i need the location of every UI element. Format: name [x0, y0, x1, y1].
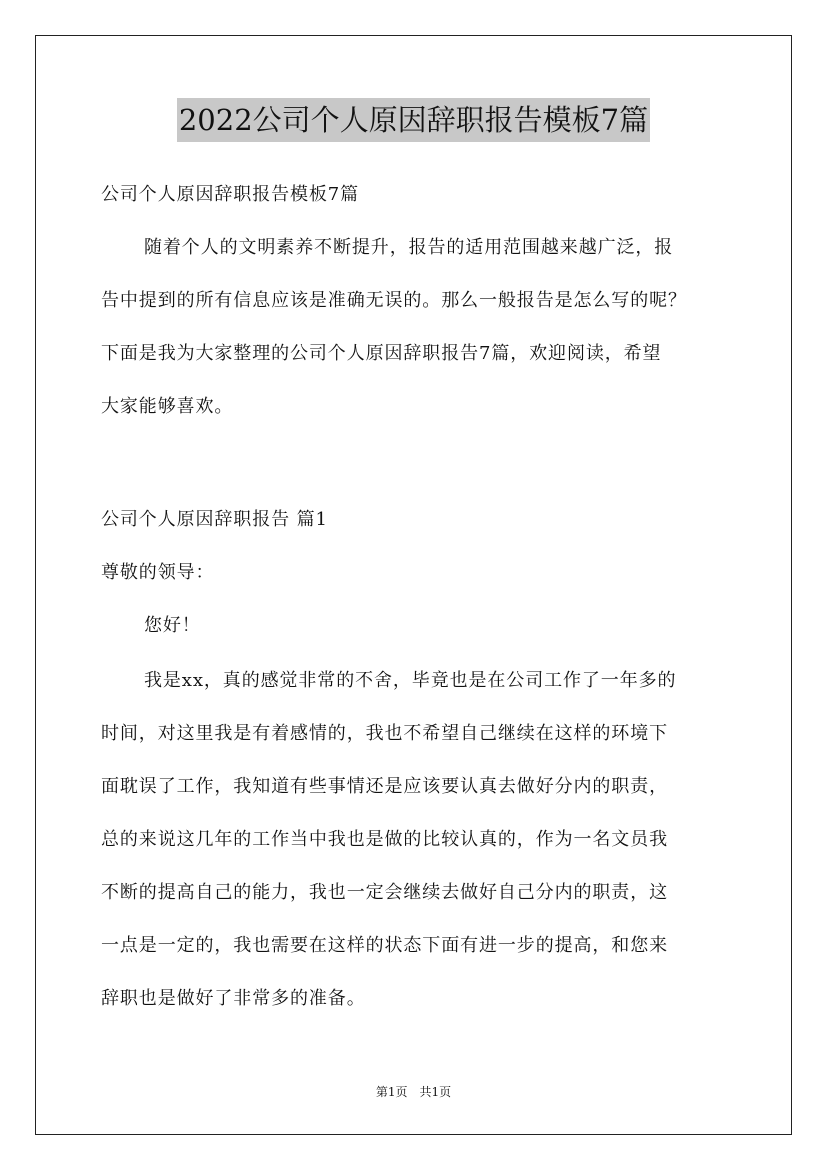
page-footer	[0, 1084, 827, 1100]
body-line-6: 一点是一定的，我也需要在这样的状态下面有进一步的提高，和您来	[101, 935, 668, 956]
intro-line-3: 下面是我为大家整理的公司个人原因辞职报告7篇，欢迎阅读，希望	[101, 343, 662, 364]
body-line-1: 我是xx，真的感觉非常的不舍，毕竟也是在公司工作了一年多的	[144, 670, 677, 691]
intro-line-2: 告中提到的所有信息应该是准确无误的。那么一般报告是怎么写的呢？	[101, 290, 687, 311]
document-title-block	[0, 98, 827, 142]
document-subtitle: 公司个人原因辞职报告模板7篇	[101, 184, 360, 205]
body-line-3: 面耽误了工作，我知道有些事情还是应该要认真去做好分内的职责，	[101, 776, 668, 797]
body-line-5: 不断的提高自己的能力，我也一定会继续去做好自己分内的职责，这	[101, 882, 668, 903]
document-title: 2022公司个人原因辞职报告模板7篇	[177, 98, 650, 142]
body-line-2: 时间，对这里我是有着感情的，我也不希望自己继续在这样的环境下	[101, 723, 668, 744]
greeting: 您好！	[144, 615, 201, 636]
intro-line-4: 大家能够喜欢。	[101, 396, 234, 417]
page-number: 第1页 共1页	[375, 1085, 452, 1099]
body-line-7: 辞职也是做好了非常多的准备。	[101, 988, 366, 1009]
salutation: 尊敬的领导：	[101, 562, 215, 583]
intro-line-1: 随着个人的文明素养不断提升，报告的适用范围越来越广泛，报	[144, 237, 674, 258]
section-heading: 公司个人原因辞职报告 篇1	[101, 509, 328, 530]
body-line-4: 总的来说这几年的工作当中我也是做的比较认真的，作为一名文员我	[101, 829, 668, 850]
